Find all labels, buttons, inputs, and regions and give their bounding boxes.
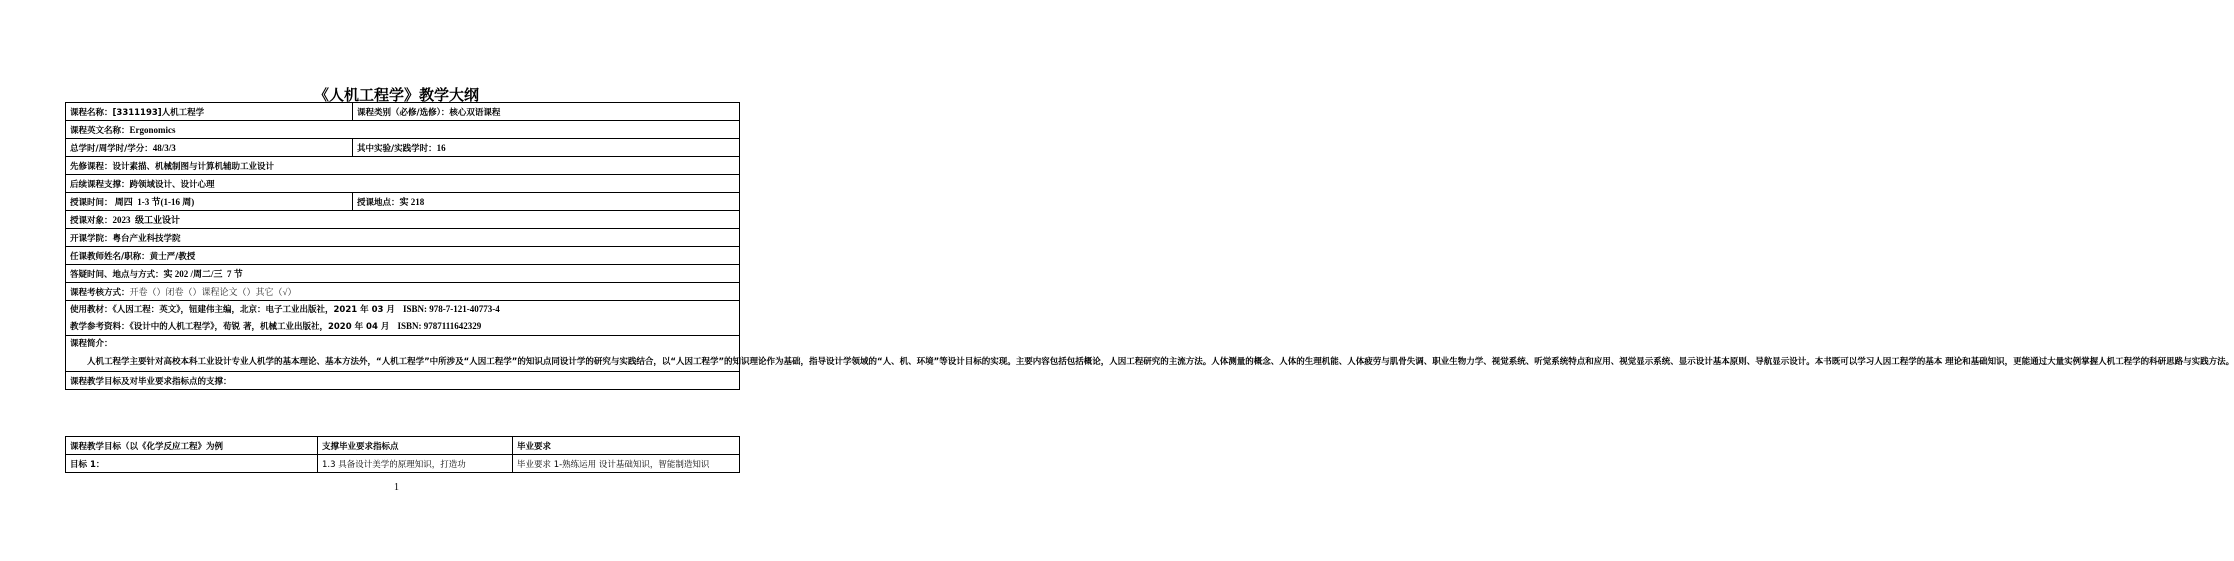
objectives-heading: 课程教学目标及对毕业要求指标点的支撑： — [66, 372, 740, 390]
teacher-cell — [66, 247, 740, 265]
table-row — [66, 265, 740, 283]
field-label: 课程考核方式： — [70, 288, 130, 298]
table-header-row — [66, 437, 740, 455]
column-header: 课程教学目标（以《化学反应工程》为例 — [66, 437, 318, 455]
table-row — [66, 455, 740, 473]
followup-cell — [66, 175, 740, 193]
field-label: 使用教材： — [70, 305, 113, 315]
objectives-table — [65, 436, 740, 473]
syllabus-table — [65, 102, 2234, 390]
table-row — [66, 372, 740, 390]
field-value: 实 202 /周二/三 7 节 — [163, 269, 243, 279]
field-value: 开卷（）闭卷（）课程论文（）其它（√） — [129, 287, 297, 297]
table-row — [66, 139, 740, 157]
field-value: 黄士严/教授 — [149, 251, 196, 262]
intro-cell — [66, 336, 2234, 372]
field-label: 后续课程支撑： — [70, 179, 130, 190]
field-label: 总学时/周学时/学分： — [70, 143, 153, 154]
field-label: 开课学院： — [70, 233, 113, 244]
field-label: 教学参考资料： — [70, 322, 130, 332]
field-value: 48/3/3 — [152, 142, 176, 153]
table-row — [66, 175, 740, 193]
field-value: 粤台产业科技学院 — [112, 233, 181, 244]
field-label: 授课地点： — [357, 198, 400, 208]
table-row — [66, 336, 740, 372]
textbook-line — [70, 301, 735, 318]
table-row — [66, 193, 740, 211]
field-value: 周四 1-3 节(1-16 周) — [112, 197, 195, 207]
materials-cell — [66, 301, 740, 336]
english-name-cell — [66, 121, 740, 139]
field-label: 课程英文名称： — [70, 125, 130, 136]
table-row — [66, 121, 740, 139]
field-value: [3311193]人机工程学 — [112, 107, 205, 118]
requirement-cell: 毕业要求 1-熟练运用 设计基础知识，智能制造知识 — [513, 455, 740, 473]
field-value: 2023 级工业设计 — [112, 215, 181, 225]
isbn: ISBN: 978-7-121-40773-4 — [403, 304, 500, 314]
time-cell — [66, 193, 353, 211]
field-value: 《设计中的人机工程学》，荀锐 著，机械工业出版社，2020 年 04 月 — [129, 322, 390, 332]
intro-text: 人机工程学主要针对高校本科工业设计专业人机学的基本理论、基本方法外，“人机工程学”中所涉及“人因工程学”的知识点同设计学的研究与实践结合，以“人因工程学”的知识理论作为基础，指导设计学领域的“人、机、环境”等设计目标的实现。主要内容包括包括概论，人因工程研究的主流方法。人体测量的概念、人体的生理机能、人体疲劳与肌骨失调、职业生物力学、视觉系统、听觉系统特点和应用、视觉显示系统、显示设计基本原则、导航显示设计。本书既可以学习人因工程学的基本 理论和基础知识，更能通过大量实例掌握人机工程学的科研思路与实践方法。 — [87, 356, 2234, 367]
lab-hours-cell — [353, 139, 740, 157]
field-value: 核心双语课程 — [449, 107, 501, 118]
office-hours-cell — [66, 265, 740, 283]
course-type-cell — [353, 103, 740, 121]
column-header: 支撑毕业要求指标点 — [318, 437, 513, 455]
page-number: 1 — [394, 482, 399, 493]
table-row — [66, 301, 740, 336]
field-label: 课程类别（必修/选修）： — [357, 107, 450, 118]
hours-cell — [66, 139, 353, 157]
isbn: ISBN: 9787111642329 — [397, 321, 482, 331]
table-row — [66, 229, 740, 247]
field-label: 授课时间： — [70, 198, 113, 208]
field-value: 16 — [436, 142, 446, 153]
course-name-cell — [66, 103, 353, 121]
field-label: 授课对象： — [70, 216, 113, 226]
field-value: 实 218 — [399, 197, 425, 207]
reference-line — [70, 318, 735, 335]
document-title: 《人机工程学》教学大纲 — [313, 86, 479, 104]
field-value: 跨领域设计、设计心理 — [129, 179, 215, 190]
college-cell — [66, 229, 740, 247]
table-row — [66, 283, 740, 301]
audience-cell — [66, 211, 740, 229]
field-label: 课程名称： — [70, 107, 113, 118]
table-row — [66, 211, 740, 229]
place-cell — [353, 193, 740, 211]
field-value: Ergonomics — [129, 124, 176, 135]
field-value: 设计素描、机械制图与计算机辅助工业设计 — [112, 161, 275, 172]
column-header: 毕业要求 — [513, 437, 740, 455]
objective-cell: 目标 1： — [66, 455, 318, 473]
assessment-cell — [66, 283, 740, 301]
table-row — [66, 103, 740, 121]
field-label: 先修课程： — [70, 161, 113, 172]
intro-heading: 课程简介： — [70, 339, 113, 349]
indicator-cell: 1.3 具备设计美学的原理知识，打造功 — [318, 455, 513, 473]
field-label: 其中实验/实践学时： — [357, 143, 437, 154]
table-row — [66, 247, 740, 265]
field-label: 答疑时间、地点与方式： — [70, 270, 164, 280]
table-row — [66, 157, 740, 175]
field-value: 《人因工程：英文》，钮建伟主编，北京：电子工业出版社，2021 年 03 月 — [112, 305, 395, 315]
field-label: 任课教师姓名/职称： — [70, 251, 150, 262]
prereq-cell — [66, 157, 740, 175]
